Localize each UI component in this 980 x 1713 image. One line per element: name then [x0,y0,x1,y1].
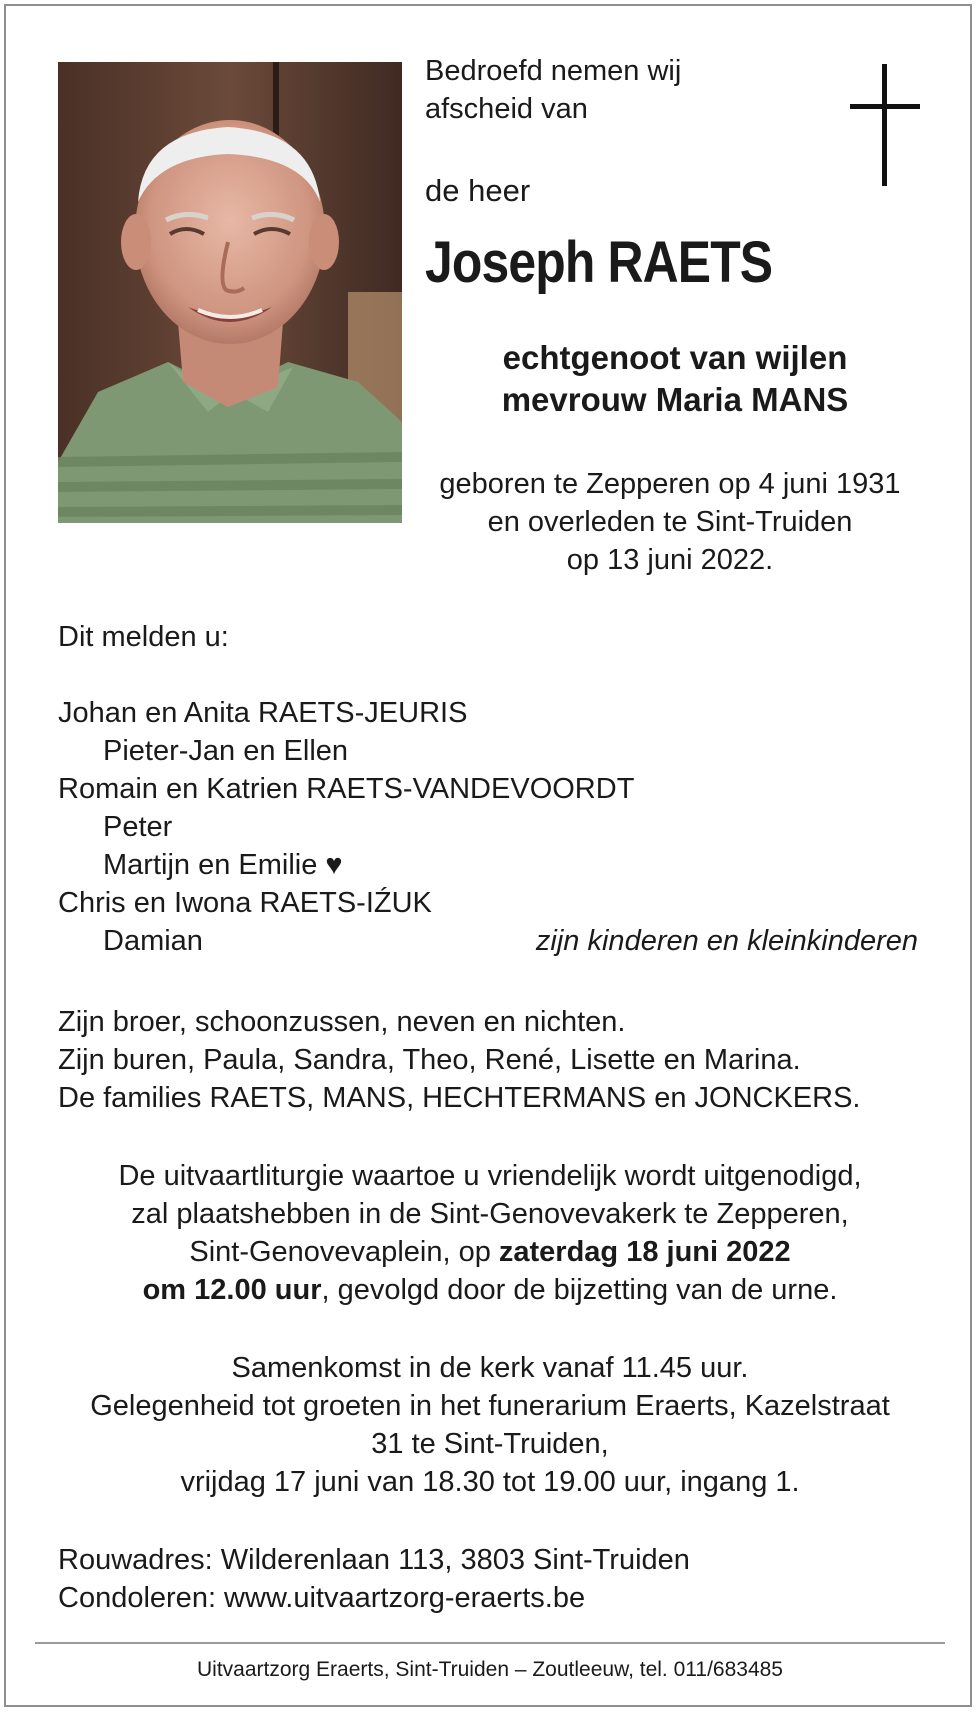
title-prefix: de heer [425,173,531,208]
liturgy-line [40,1271,940,1309]
liturgy-line: zal plaatshebben in de Sint-Genovevakerk te Zepperen, [131,1198,849,1230]
contact-address: Rouwadres: Wilderenlaan 113, 3803 Sint-Truiden [58,1544,690,1576]
intro-line: Bedroefd nemen wij [425,55,682,87]
family-member: Johan en Anita RAETS-JEURIS [58,697,468,729]
footer-divider [35,1642,945,1644]
liturgy-followup: , gevolgd door de bijzetting van de urne. [321,1274,838,1306]
birth-death-line: en overleden te Sint-Truiden [487,506,853,538]
relatives-line: Zijn broer, schoonzussen, neven en nichten. [58,1006,626,1038]
birth-death-line: geboren te Zepperen op 4 juni 1931 [439,468,901,500]
relatives-line: Zijn buren, Paula, Sandra, Theo, René, Lisette en Marina. [58,1044,801,1076]
gathering-line: 31 te Sint-Truiden, [371,1428,609,1460]
family-member: Peter [103,811,173,843]
liturgy-time: om 12.00 uur [142,1274,322,1306]
birth-death-line: op 13 juni 2022. [566,544,774,576]
portrait-photo [58,62,402,523]
liturgy-line: De uitvaartliturgie waartoe u vriendelijk wordt uitgenodigd, [118,1160,862,1192]
family-member: Martijn en Emilie ♥ [103,849,343,881]
spouse-line: mevrouw Maria MANS [501,381,849,418]
cross-icon-bar [850,104,920,109]
liturgy-date: zaterdag 18 juni 2022 [498,1236,791,1268]
liturgy-place: Sint-Genovevaplein, op [189,1236,499,1268]
family-member: Pieter-Jan en Ellen [103,735,349,767]
contact-condolence: Condoleren: www.uitvaartzorg-eraerts.be [58,1582,586,1614]
family-member: Romain en Katrien RAETS-VANDEVOORDT [58,773,635,805]
spouse-line: echtgenoot van wijlen [502,339,848,376]
family-caption: zijn kinderen en kleinkinderen [535,925,918,957]
gathering-line: Gelegenheid tot groeten in het funerarium Eraerts, Kazelstraat [90,1390,890,1422]
deceased-name: Joseph RAETS [425,230,773,295]
announce-line: Dit melden u: [58,621,229,653]
intro-line: afscheid van [425,93,588,125]
liturgy-line [40,1233,940,1271]
gathering-line: Samenkomst in de kerk vanaf 11.45 uur. [231,1352,749,1384]
family-member: Chris en Iwona RAETS-IŹUK [58,887,432,919]
gathering-line: vrijdag 17 juni van 18.30 tot 19.00 uur, ingang 1. [180,1466,800,1498]
footer-text: Uitvaartzorg Eraerts, Sint-Truiden – Zoutleeuw, tel. 011/683485 [197,1658,783,1681]
family-member: Damian [103,925,203,957]
cross-icon [882,64,887,186]
relatives-line: De families RAETS, MANS, HECHTERMANS en JONCKERS. [58,1082,861,1114]
